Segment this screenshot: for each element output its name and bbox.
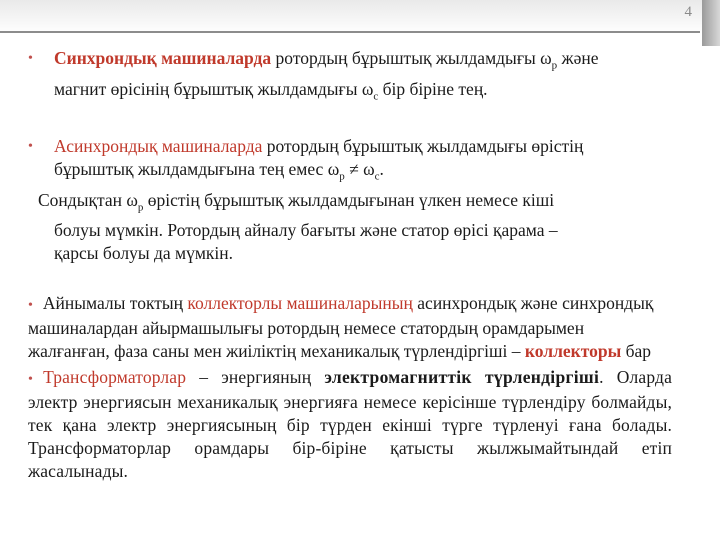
p1-line-1: Синхрондық машиналарда ротордың бұрыштық жылдамдығы $\omega_р$ және — [54, 48, 599, 72]
slide-content — [28, 40, 676, 483]
bullet-paragraph-2 — [28, 135, 676, 189]
slide-header — [0, 0, 720, 34]
paragraph-3 — [38, 189, 676, 266]
term-asynchronous: Асинхрондық машиналарда — [54, 136, 263, 156]
bullet-icon: • — [28, 139, 33, 154]
term-synchronous: Синхрондық машиналарда — [54, 48, 272, 68]
p3-line-1: Сондықтан $\omega_р$ өрістің бұрыштық жылдамдығынан үлкен немесе кіші — [38, 189, 555, 213]
term-collector-machines: коллекторлы машиналарының — [187, 293, 413, 313]
p2-line-1: Асинхрондық машиналарда ротордың бұрыштық жылдамдығы өрістің — [54, 136, 584, 156]
p3-line-2: болуы мүмкін. Ротордың айналу бағыты және статор өрісі қарама – — [54, 220, 558, 240]
header-cap — [702, 0, 720, 46]
p3-line-3: қарсы болуы да мүмкін. — [54, 243, 234, 263]
bullet-paragraph-4: • Айнымалы токтың коллекторлы машиналарының асинхрондық және синхрондық машиналардан айырмашылығы ротордың немесе статордың орамдарымен жалғанған, фаза саны мен жиіліктің механикалық түрлендіргіші – коллекторы бар — [28, 293, 654, 361]
page-number: 4 — [684, 4, 692, 20]
bullet-icon: • — [28, 51, 33, 66]
term-collector: коллекторы — [524, 341, 622, 361]
bullet-icon: • — [28, 298, 33, 313]
term-transformers: Трансформаторлар — [43, 367, 187, 387]
bullet-paragraph-5: • Трансформаторлар – энергияның электромагниттік түрлендіргіші. Оларда электр энергиясын механикалық энергияға немесе керісінше түрлендіру болмайды, тек қана электр энергиясының бір түрден екінші түрге түрленуі ғана болады. Трансформаторлар орамдары бір-біріне қатысты жылжымайтындай етіп жасалынады. — [28, 367, 672, 481]
term-em-converter: электромагниттік түрлендіргіші — [324, 367, 600, 387]
bullet-icon: • — [28, 372, 34, 387]
p2-line-2: бұрыштық жылдамдығына тең емес $\omega_р \ne \omega_с$. — [54, 159, 384, 183]
header-rule — [0, 31, 700, 33]
p1-line-2: магнит өрісінің бұрыштық жылдамдығы $\omega_с$ бір біріне тең. — [54, 78, 488, 102]
bullet-paragraph-1 — [28, 47, 676, 108]
